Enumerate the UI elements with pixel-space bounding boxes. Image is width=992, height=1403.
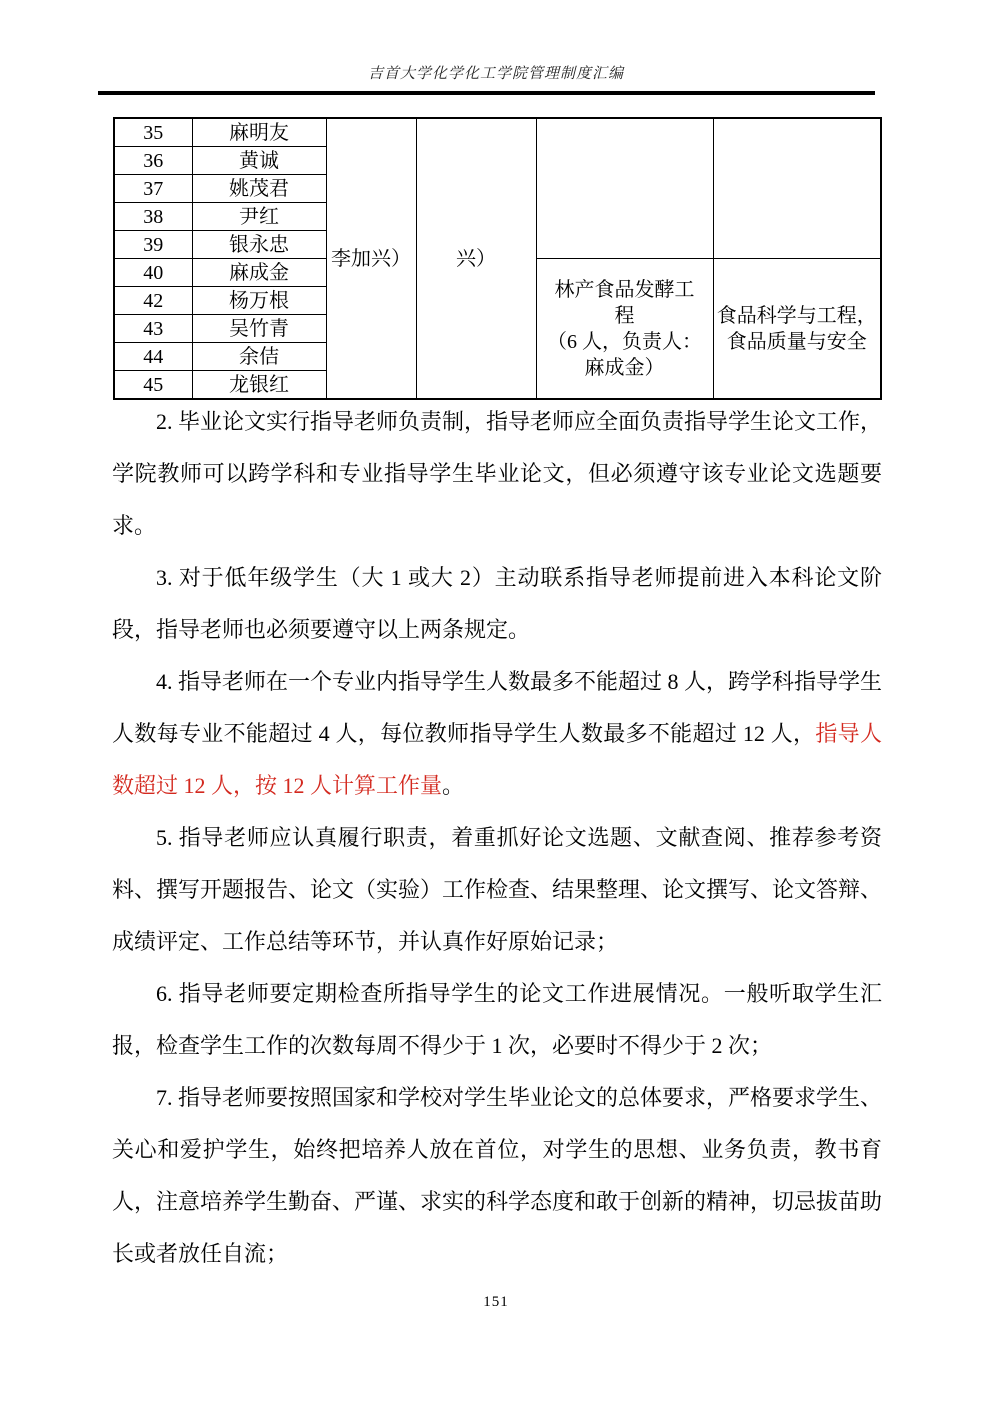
row-number-cell: 38 (114, 203, 192, 231)
project-cell (536, 259, 713, 400)
document-body (112, 396, 882, 1280)
teacher-name-cell: 杨万根 (192, 287, 326, 315)
paragraph-5: 5. 指导老师应认真履行职责，着重抓好论文选题、文献查阅、推荐参考资料、撰写开题报告、论文（实验）工作检查、结果整理、论文撰写、论文答辩、成绩评定、工作总结等环节，并认真作好原始记录； (112, 825, 883, 954)
teacher-name-cell: 龙银红 (192, 371, 326, 400)
paragraph-2: 2. 毕业论文实行指导老师负责制，指导老师应全面负责指导学生论文工作，学院教师可以跨学科和专业指导学生毕业论文，但必须遵守该专业论文选题要求。 (112, 409, 883, 538)
teacher-name-cell: 尹红 (192, 203, 326, 231)
row-number-cell: 39 (114, 231, 192, 259)
teacher-name-cell: 吴竹青 (192, 315, 326, 343)
paragraph-4-text-end: 。 (442, 773, 465, 798)
paragraph-3: 3. 对于低年级学生（大 1 或大 2）主动联系指导老师提前进入本科论文阶段，指导老师也必须要遵守以上两条规定。 (112, 565, 882, 642)
paragraph-4-red-text: 指导人数超过 12 人，按 12 人计算工作量 (112, 721, 882, 798)
paragraph-7: 7. 指导老师要按照国家和学校对学生毕业论文的总体要求，严格要求学生、关心和爱护学生，始终把培养人放在首位，对学生的思想、业务负责，教书育人，注意培养学生勤奋、严谨、求实的科学态度和敢于创新的精神，切忌拔苗助长或者放任自流； (112, 1085, 883, 1266)
group-cell: 兴） (416, 118, 536, 399)
header-rule (98, 91, 875, 95)
majors-cell-empty (713, 118, 881, 259)
project-cell-line: 程 (614, 304, 635, 327)
advisor-assignment-table (113, 117, 882, 400)
page-number: 151 (483, 1294, 509, 1310)
paragraph-4 (112, 656, 882, 812)
majors-cell-line: 食品质量与安全 (726, 330, 867, 353)
teacher-name-cell: 银永忠 (192, 231, 326, 259)
project-cell-line: （6 人，负责人： (547, 330, 702, 353)
row-number-cell: 37 (114, 175, 192, 203)
paragraph-4-text-start: 4. 指导老师在一个专业内指导学生人数最多不能超过 8 人，跨学科指导学生人数每专业不能超过 4 人，每位教师指导学生人数最多不能超过 12 人， (112, 669, 883, 746)
paragraph-6: 6. 指导老师要定期检查所指导学生的论文工作进展情况。一般听取学生汇报，检查学生工作的次数每周不得少于 1 次，必要时不得少于 2 次； (112, 981, 882, 1058)
teacher-name-cell: 黄诚 (192, 147, 326, 175)
supervisor-cell: 李加兴） (326, 118, 416, 399)
row-number-cell: 40 (114, 259, 192, 287)
teacher-name-cell: 姚茂君 (192, 175, 326, 203)
row-number-cell: 44 (114, 343, 192, 371)
row-number-cell: 45 (114, 371, 192, 400)
row-number-cell: 42 (114, 287, 192, 315)
majors-cell (713, 259, 881, 400)
project-cell-line: 林产食品发酵工 (554, 278, 695, 301)
row-number-cell: 43 (114, 315, 192, 343)
teacher-name-cell: 余佶 (192, 343, 326, 371)
project-cell-line: 麻成金） (584, 356, 665, 379)
majors-cell-line: 食品科学与工程， (716, 304, 877, 327)
row-number-cell: 35 (114, 118, 192, 147)
project-cell-empty (536, 118, 713, 259)
table-body (114, 118, 881, 399)
teacher-name-cell: 麻成金 (192, 259, 326, 287)
row-number-cell: 36 (114, 147, 192, 175)
teacher-name-cell: 麻明友 (192, 118, 326, 147)
page-header-title: 吉首大学化学化工学院管理制度汇编 (367, 66, 624, 82)
table-row (114, 118, 881, 147)
